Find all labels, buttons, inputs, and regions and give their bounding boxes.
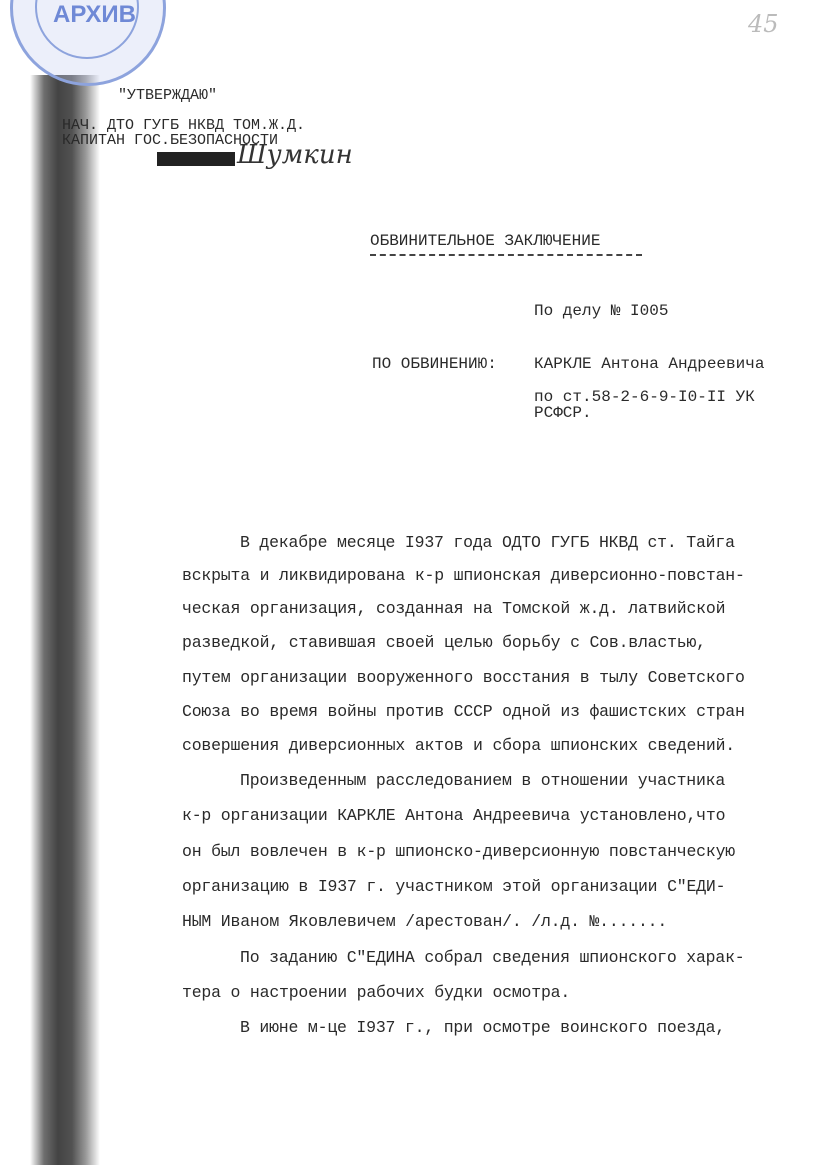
body-line: он был вовлечен в к-р шпионско-диверсионную повстанческую	[182, 842, 735, 861]
case-number: По делу № I005	[534, 302, 669, 320]
body-line: Произведенным расследованием в отношении участника	[240, 771, 726, 790]
redaction-bar	[157, 152, 235, 166]
stamp-text: АРХИВ	[53, 1, 137, 28]
body-line: В декабре месяце I937 года ОДТО ГУГБ НКВД ст. Тайга	[240, 533, 735, 552]
body-line: к-р организации КАРКЛЕ Антона Андреевича установлено,что	[182, 806, 726, 825]
charge-article-cont: РСФСР.	[534, 404, 592, 422]
body-line: путем организации вооруженного восстания в тылу Советского	[182, 668, 745, 687]
charge-name: КАРКЛЕ Антона Андреевича	[534, 355, 765, 373]
approval-line-2: КАПИТАН ГОС.БЕЗОПАСНОСТИ	[62, 132, 279, 149]
approval-line-1: НАЧ. ДТО ГУГБ НКВД ТОМ.Ж.Д.	[62, 117, 306, 134]
approval-heading: "УТВЕРЖДАЮ"	[118, 87, 218, 104]
body-line: В июне м-це I937 г., при осмотре воинского поезда,	[240, 1018, 726, 1037]
charge-label: ПО ОБВИНЕНИЮ:	[372, 355, 497, 373]
signature: Шумкин	[237, 140, 353, 170]
body-line: ческая организация, созданная на Томской ж.д. латвийской	[182, 599, 726, 618]
body-line: разведкой, ставившая своей целью борьбу с Сов.властью,	[182, 633, 706, 652]
title-underline	[370, 254, 642, 256]
page-number-mark: 45	[748, 10, 779, 38]
body-line: организацию в I937 г. участником этой организации С"ЕДИ-	[182, 877, 726, 896]
body-line: совершения диверсионных актов и сбора шпионских сведений.	[182, 736, 735, 755]
scan-shadow	[30, 75, 100, 1165]
body-line: НЫМ Иваном Яковлевичем /арестован/. /л.д. №.......	[182, 912, 668, 931]
body-line: Союза во время войны против СССР одной из фашистских стран	[182, 702, 745, 721]
charge-article: по ст.58-2-6-9-I0-II УК	[534, 388, 755, 406]
body-line: По заданию С"ЕДИНА собрал сведения шпионского харак-	[240, 948, 745, 967]
body-line: вскрыта и ликвидирована к-р шпионская диверсионно-повстан-	[182, 566, 745, 585]
archive-stamp	[10, 0, 166, 86]
document-title: ОБВИНИТЕЛЬНОЕ ЗАКЛЮЧЕНИЕ	[370, 232, 601, 250]
body-line: тера о настроении рабочих будки осмотра.	[182, 983, 571, 1002]
